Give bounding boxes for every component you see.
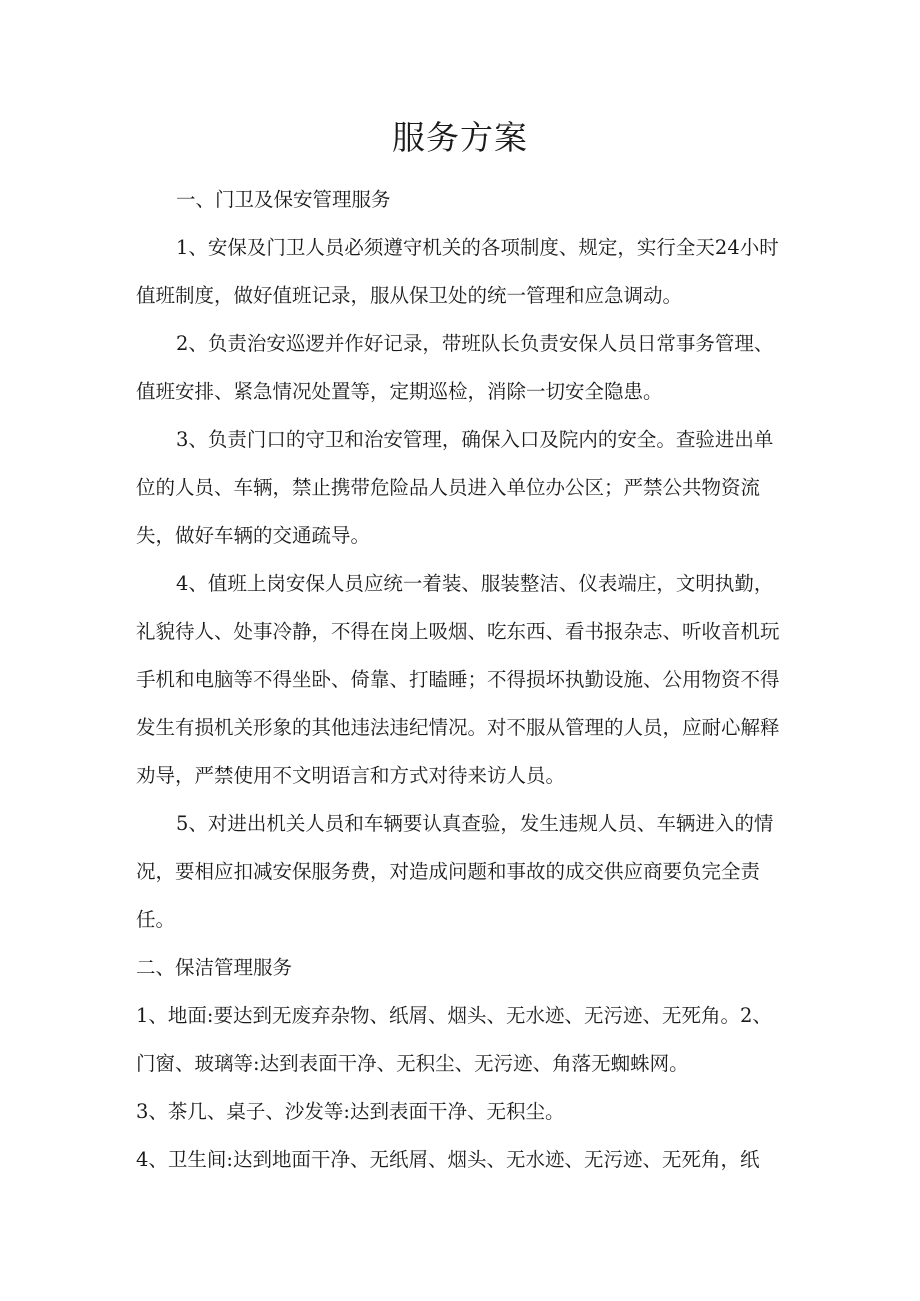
paragraph-cleaning-1-2: 1、地面:要达到无废弃杂物、纸屑、烟头、无水迹、无污迹、无死角。2、门窗、玻璃等:达到表面干净、无积尘、无污迹、角落无蜘蛛网。 xyxy=(136,1004,772,1075)
section-heading-cleaning: 二、保洁管理服务 xyxy=(136,956,293,979)
paragraph-cleaning-4: 4、卫生间:达到地面干净、无纸屑、烟头、无水迹、无污迹、无死角，纸 xyxy=(136,1148,760,1171)
section-heading-security: 一、门卫及保安管理服务 xyxy=(176,188,391,211)
document-title: 服务方案 xyxy=(392,118,528,157)
paragraph-security-1: 1、安保及门卫人员必须遵守机关的各项制度、规定，实行全天24小时值班制度，做好值班记录，服从保卫处的统一管理和应急调动。 xyxy=(136,236,779,307)
paragraph-security-2: 2、负责治安巡逻并作好记录，带班队长负责安保人员日常事务管理、值班安排、紧急情况处置等，定期巡检，消除一切安全隐患。 xyxy=(136,332,774,403)
paragraph-security-5: 5、对进出机关人员和车辆要认真查验，发生违规人员、车辆进入的情况，要相应扣减安保服务费，对造成问题和事故的成交供应商要负完全责任。 xyxy=(136,812,774,931)
document-body xyxy=(136,176,786,1184)
paragraph-security-3: 3、负责门口的守卫和治安管理，确保入口及院内的安全。查验进出单位的人员、车辆，禁止携带危险品人员进入单位办公区；严禁公共物资流失，做好车辆的交通疏导。 xyxy=(136,428,774,547)
paragraph-cleaning-3: 3、茶几、桌子、沙发等:达到表面干净、无积尘。 xyxy=(136,1100,565,1123)
paragraph-security-4: 4、值班上岗安保人员应统一着装、服装整洁、仪表端庄，文明执勤，礼貌待人、处事冷静，不得在岗上吸烟、吃东西、看书报杂志、听收音机玩手机和电脑等不得坐卧、倚靠、打瞌睡；不得损坏执勤设施、公用物资不得发生有损机关形象的其他违法违纪情况。对不服从管理的人员，应耐心解释劝导，严禁使用不文明语言和方式对待来访人员。 xyxy=(136,572,780,787)
